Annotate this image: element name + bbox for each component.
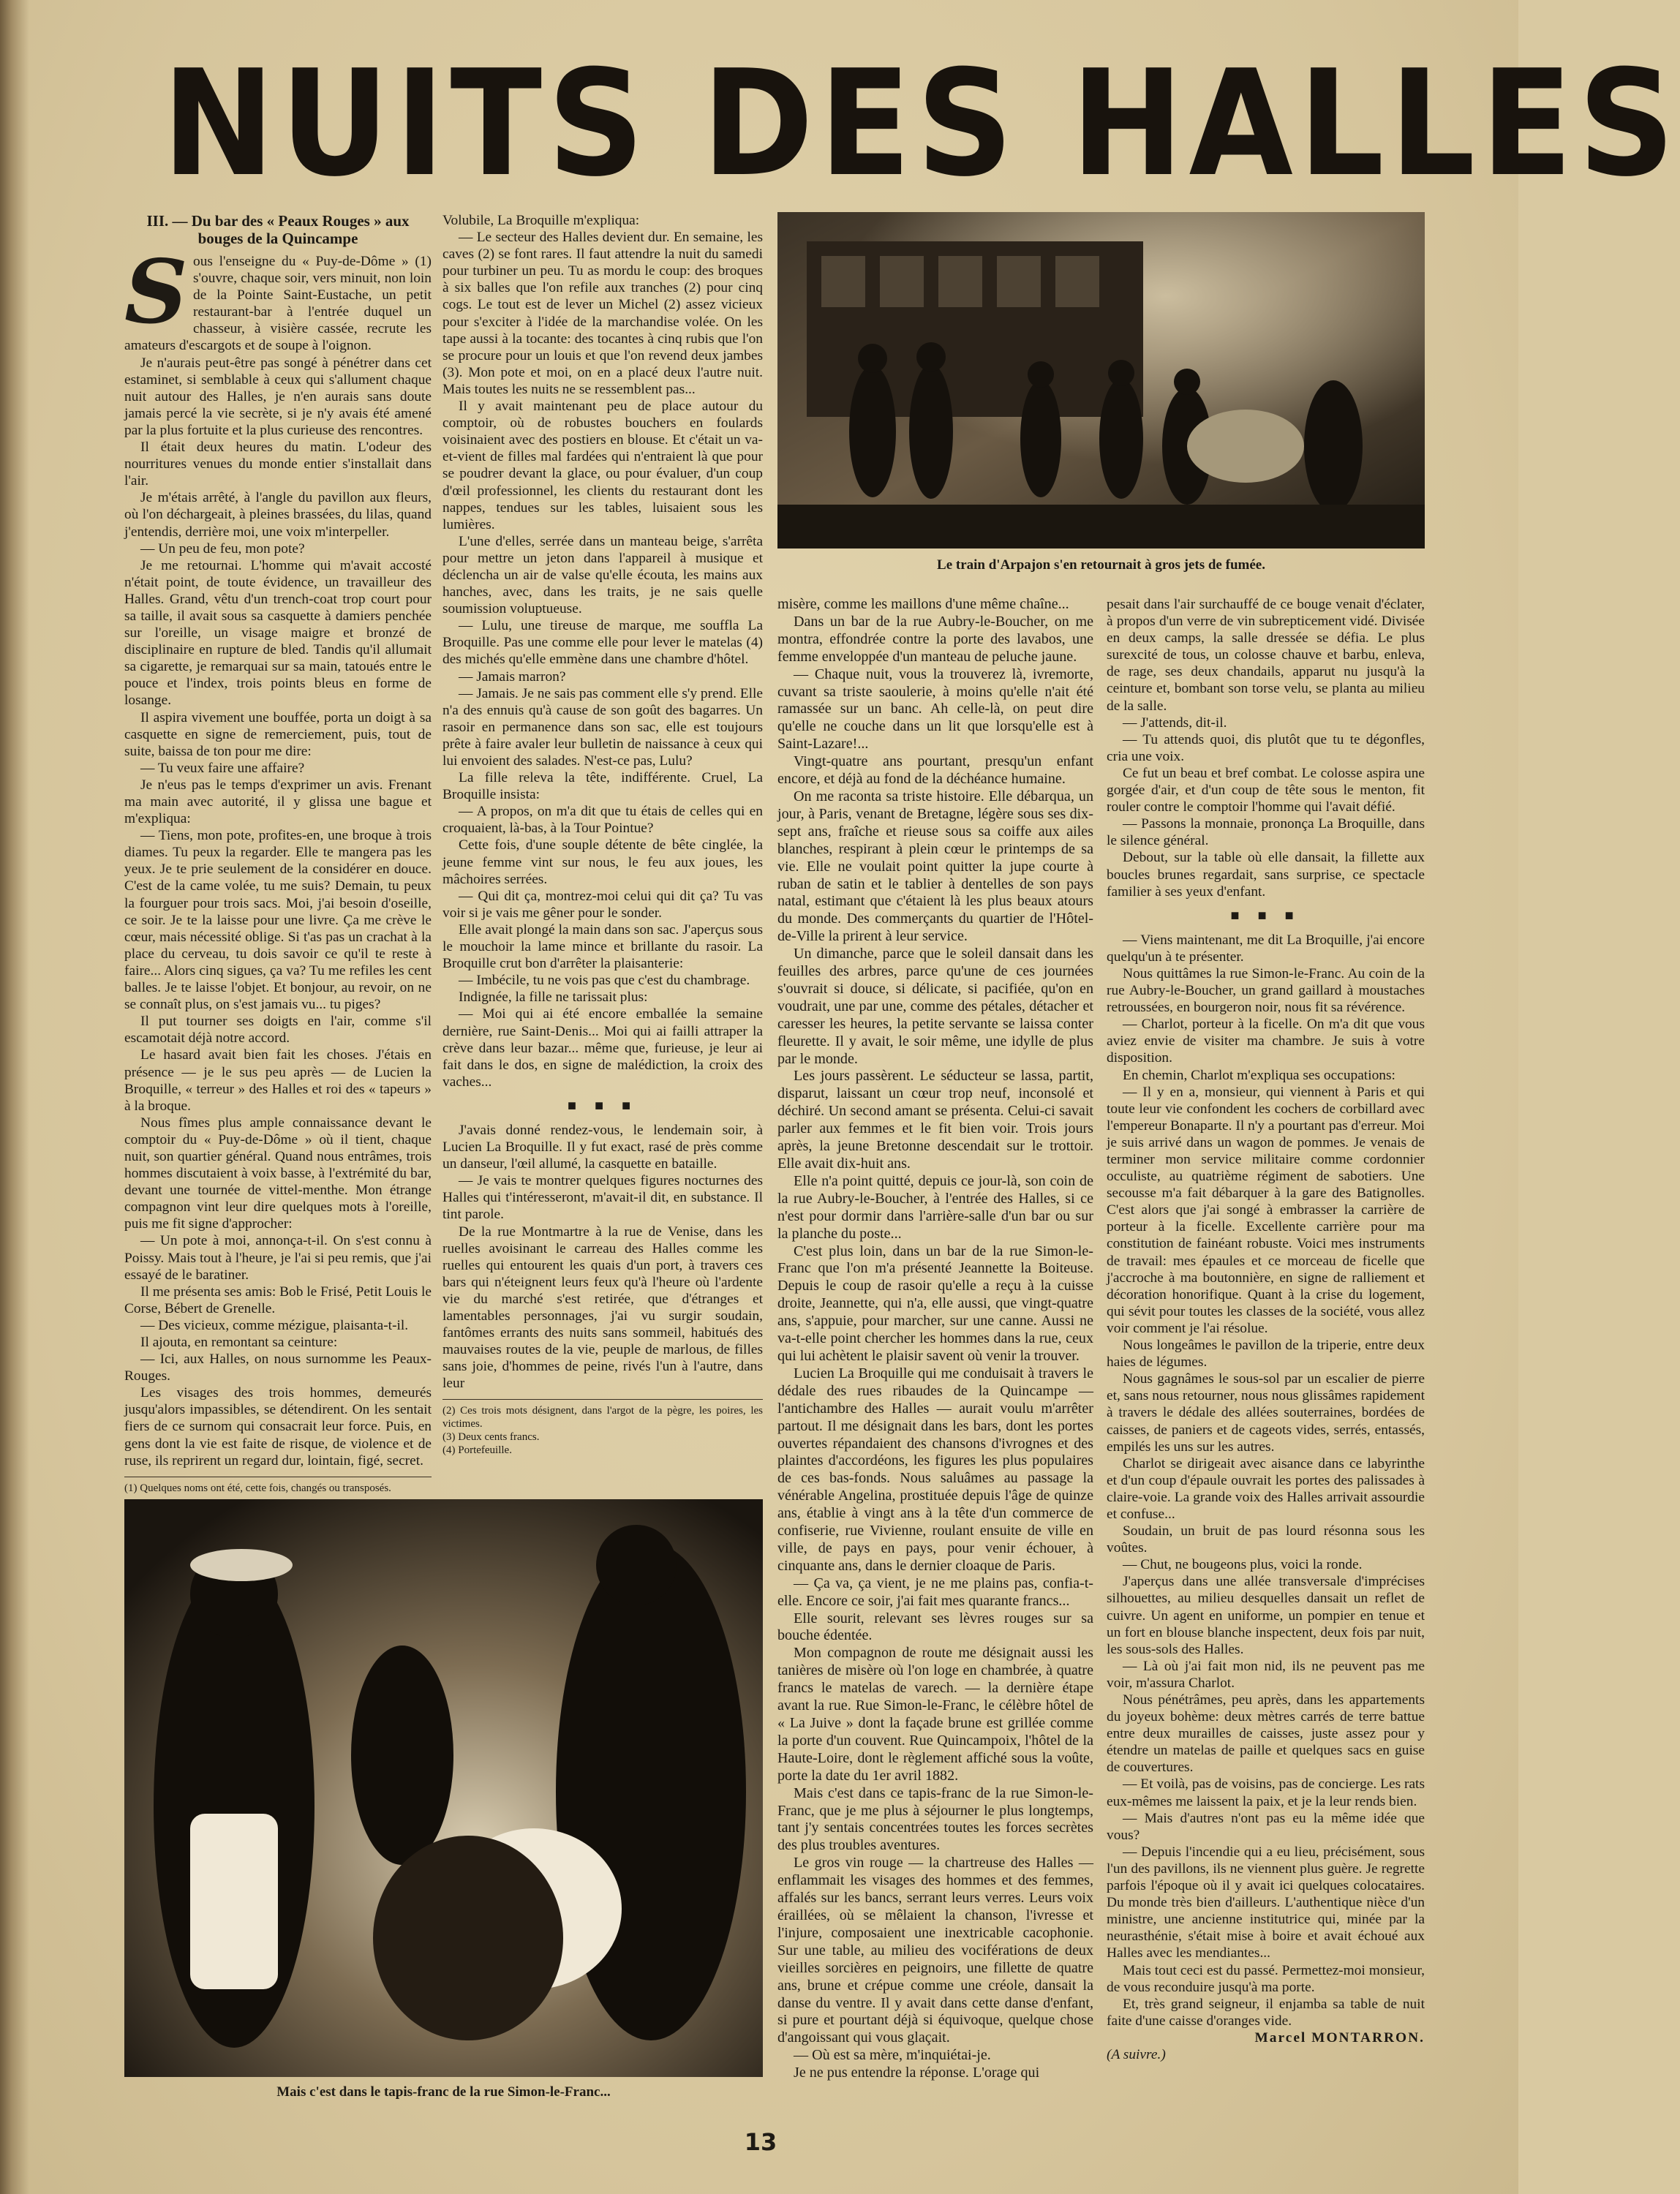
- paragraph: Il y avait maintenant peu de place autour du comptoir, où de robustes bouchers en foulards voisinaient avec des postiers en blouse. Et c'était un va-et-vient de filles mal fardées qui n'entraient là que pour se poudrer devant la glace, ou pour évaluer, d'un coup d'œil professionnel, les clients du restaurant dont les nappes, tendues sur les tables, luisaient sous les lumières.: [442, 399, 763, 532]
- section-separator-2: ■ ■ ■: [1230, 907, 1301, 924]
- footnote: (4) Portefeuille.: [442, 1444, 512, 1457]
- paragraph: Nous pénétrâmes, peu après, dans les appartements du joyeux bohème: deux mètres carrés de terre battue entre deux murailles de caisses, juste assez pour y étendre un matelas de paille et quelques sacs en guise de couvertures.: [1107, 1692, 1425, 1776]
- paragraph: — Moi qui ai été encore emballée la semaine dernière, rue Saint-Denis... Moi qui ai failli attraper la crève dans leur bazar... même que, furieuse, je leur ai fait dans le dos, en signe de malédiction, la croix des vaches...: [442, 1006, 763, 1090]
- paragraph: Mon compagnon de route me désignait aussi les tanières de misère où l'on loge en chambrée, à quatre francs le matelas de varech. — la dernière étape avant la rue. Rue Simon-le-Franc, le célèbre hôtel de « La Juive » dont la façade brune est grillée comme la porte d'un couvent. Rue Quincampoix, l'hôtel de la Haute-Loire, dont le règlement affiché sous la voûte, porte la date du 1er avril 1882.: [777, 1645, 1093, 1784]
- paragraph: Soudain, un bruit de pas lourd résonna sous les voûtes.: [1107, 1523, 1425, 1556]
- article-column-2: [442, 212, 763, 1477]
- paragraph: Il me présenta ses amis: Bob le Frisé, Petit Louis le Corse, Bébert de Grenelle.: [124, 1283, 432, 1316]
- column-2-text-continued: [442, 1122, 763, 1392]
- column-2-text: [442, 212, 763, 1090]
- to-be-continued: (A suivre.): [1107, 2046, 1166, 2062]
- paragraph: Un dimanche, parce que le soleil dansait dans les feuilles des arbres, parce qu'une de ces journées s'ouvrait si douce, si délicate, si pacifiée, qu'on en voudrait, une par une, comme des pétales, détacher et caresser les heures, la petite servante se laissa conter fleurette. Il y avait, le soir même, une idylle de plus par le monde.: [777, 946, 1093, 1067]
- footnote: (2) Ces trois mots désignent, dans l'argot de la pègre, les poires, les victimes.: [442, 1405, 763, 1430]
- paragraph: misère, comme les maillons d'une même chaîne...: [777, 596, 1069, 612]
- article-column-3: [777, 596, 1093, 2103]
- paragraph: — Mais d'autres n'ont pas eu la même idée que vous?: [1107, 1810, 1425, 1843]
- photo-tapis-franc-image: [124, 1499, 763, 2077]
- paragraph: — Ici, aux Halles, on nous surnomme les Peaux-Rouges.: [124, 1352, 432, 1384]
- paragraph: Mais tout ceci est du passé. Permettez-moi monsieur, de vous reconduire jusqu'à ma porte.: [1107, 1962, 1425, 1995]
- paragraph: Il aspira vivement une bouffée, porta un doigt à sa casquette en signe de remerciement, puis, tout de suite, baissa de ton pour me dire:: [124, 709, 432, 759]
- paragraph: — Jamais marron?: [459, 668, 566, 685]
- paragraph: C'est plus loin, dans un bar de la rue Simon-le-Franc que l'on m'a présenté Jeannette la Boiteuse. Depuis le coup de rasoir qu'elle a reçu à la cuisse droite, Jeannette, qui n'a, elle aussi, que vingt-quatre ans, s'appuie, pour marcher, sur une canne. Aussi ne va-t-elle point chercher les hommes dans la rue, ceux qui lui achètent le plaisir savent où venir la trouver.: [777, 1243, 1093, 1364]
- column-1-footnote: [124, 1477, 432, 1495]
- photo-arpajon-train-image: [777, 212, 1425, 548]
- footnote: (3) Deux cents francs.: [442, 1431, 540, 1444]
- paragraph: — Et voilà, pas de voisins, pas de concierge. Les rats eux-mêmes me laissent la paix, et je la leur rends bien.: [1107, 1776, 1425, 1809]
- paragraph: Je n'eus pas le temps d'exprimer un avis. Frenant ma main avec autorité, il y glissa une bague et m'expliqua:: [124, 777, 432, 827]
- paragraph: — Il y en a, monsieur, qui viennent à Paris et qui toute leur vie confondent les cochers de corbillard avec l'empereur Bonaparte. Il n'y a pourtant pas d'erreur. Moi je suis arrivé dans un wagon de pommes. Je venais de terminer mon service militaire comme cordonnier occuliste, au quatrième régiment de sabotiers. Une secousse m'a fait débarquer à la gare des Batignolles. C'est alors que j'ai songé à embrasser la carrière de porteur à la ficelle. Excellente carrière pour ma constitution de fainéant robuste. Voici mes instruments de travail: mes épaules et ce morceau de ficelle que j'accroche à ma boutonnière, en signe de ralliement et décoration honorifique. Quant à la crise du logement, qui sévit pour toutes les classes de la société, vous allez voir comment je l'ai résolue.: [1107, 1084, 1425, 1336]
- paragraph: En chemin, Charlot m'expliqua ses occupations:: [1123, 1067, 1395, 1083]
- photo-top-caption: Le train d'Arpajon s'en retournait à gros jets de fumée.: [937, 557, 1265, 573]
- paragraph: Volubile, La Broquille m'expliqua:: [442, 213, 640, 228]
- photo-tapis-franc: [124, 1499, 763, 2077]
- paragraph: — Où est sa mère, m'inquiétai-je.: [794, 2047, 991, 2064]
- paragraph: Les visages des trois hommes, demeurés jusqu'alors impassibles, se détendirent. On les sentait fiers de ce surnom qui consacrait leur force. Puis, en gens dont la vie est faite de risque, de violence et de ruse, ils reprirent un regard dur, lointain, figé, secret.: [124, 1385, 432, 1469]
- paragraph: Nous gagnâmes le sous-sol par un escalier de pierre et, sans nous retourner, nous nous glissâmes rapidement à travers le dédale des allées souterraines, bordées de caisses, de paniers et de cageots vides, serrés, entassés, empilés les uns sur les autres.: [1107, 1371, 1425, 1455]
- paragraph: Je me retournai. L'homme qui m'avait accosté n'était point, de toute évidence, un travailleur des Halles. Grand, vêtu d'un trench-coat trop court pour sa taille, il avait sous sa casquette à damiers penchée sur l'oreille, un visage maigre et bronzé de disciplinaire en rupture de bled. Tandis qu'il allumait sa cigarette, je remarquai sur sa main, tatoués entre le pouce et l'index, trois points bleus en forme de losange.: [124, 557, 432, 709]
- photo-bottom-caption: Mais c'est dans le tapis-franc de la rue Simon-le-Franc...: [276, 2084, 611, 2100]
- paragraph: — Un peu de feu, mon pote?: [140, 540, 305, 557]
- paragraph: — Un pote à moi, annonça-t-il. On s'est connu à Poissy. Mais tout à l'heure, je l'ai si peu remis, que j'ai essayé de le baratiner.: [124, 1233, 432, 1283]
- page-number: 13: [744, 2128, 777, 2156]
- paragraph: Ce fut un beau et bref combat. Le colosse aspira une gorgée d'air, et d'un coup de tête sous le menton, fit rouler contre le comptoir l'homme qui l'avait défié.: [1107, 765, 1425, 815]
- paragraph: — Chaque nuit, vous la trouverez là, ivremorte, cuvant sa triste saoulerie, à moins qu'elle n'ait été ramassée sur un banc. Ah celle-là, on peut dire qu'elle ne couche dans un lit que lorsqu'elle est à Saint-Lazare!...: [777, 666, 1093, 753]
- paragraph: De la rue Montmartre à la rue de Venise, dans les ruelles avoisinant le carreau des Halles comme les ruelles qui entourent les quais d'un port, à travers ces bars qui n'éteignent leurs feux qu'à l'heure où l'ardente vie du marché s'est retirée, que d'étranges et lamentables personnages, j'ai vu surgir soudain, fantômes errants des nuits sans sommeil, habitués des mauvaises routes de la vie, peuple de marlous, de filles sans joie, d'hommes de peine, rivés l'un à l'autre, dans leur: [442, 1224, 763, 1392]
- paragraph: Le hasard avait bien fait les choses. J'étais en présence — je le sus peu après — de Lucien la Broquille, « terreur » des Halles et roi des « tapeurs » à la broque.: [124, 1047, 432, 1114]
- masthead-title: NUITS DES HALLES: [162, 39, 1680, 209]
- paragraph: On me raconta sa triste histoire. Elle débarqua, un jour, à Paris, venant de Bretagne, légère sous ses dix-sept ans, fraîche et rieuse sous sa coiffe aux ailes blanches, respirant à plein cœur le printemps de sa vie. Elle ne voulait point quitter la jupe courte à ruban de satin et le tablier à dentelles de son pays natal, estimant que c'étaient là les plus beaux atours du monde. Des commerçants du quartier de l'Hôtel-de-Ville la prirent à leur service.: [777, 788, 1093, 945]
- paragraph: — Tu attends quoi, dis plutôt que tu te dégonfles, cria une voix.: [1107, 731, 1425, 764]
- paragraph: Lucien La Broquille qui me conduisait à travers le dédale des rues ribaudes de la Quincampe — l'antichambre des Halles — aurait voulu m'arrêter partout. Il me désignait dans les bars, dont les portes ouvertes répandaient des chansons d'ivrognes et des plaintes d'accordéons, les figures les plus populaires de ces bas-fonds. Nous saluâmes au passage la vénérable Angelina, prostituée depuis l'âge de quinze ans, établie à vingt ans à la tête d'un commerce de confiserie, rue Vivienne, roulant ensuite de ville en ville, de pays en pays, pour venir échouer, à cinquante ans, dans le dernier cloaque de Paris.: [777, 1365, 1093, 1574]
- paragraph: Je m'étais arrêté, à l'angle du pavillon aux fleurs, où l'on déchargeait, à pleines brassées, du lilas, quand j'entendis, derrière moi, une voix m'interpeller.: [124, 490, 432, 540]
- column-4-text-continued: [1107, 932, 1425, 2029]
- paragraph: — Tiens, mon pote, profites-en, une broque à trois diames. Tu peux la regarder. Elle te mangera pas les yeux. Je te prie seulement de la considérer en douce. C'est de la came volée, tu me suis? Demain, tu peux la fourguer pour trois sacs. Moi, j'ai besoin d'oseille, ce soir. Je te la laisse pour une livre. Ça me crève le cœur, mais nécessité oblige. Si t'as pas un crachat à la place du cerveau, tu dois savoir ce qu'il te reste à faire... Alors cinq sigues, ça va? Tu me refiles les cent balles. Je te laisse l'objet. Et bonjour, au revoir, on ne se connaît plus, on s'est jamais vu... tu piges?: [124, 828, 432, 1013]
- paragraph: — Lulu, une tireuse de marque, me souffla La Broquille. Pas une comme elle pour lever le matelas (4) des michés qu'elle emmène dans une chambre d'hôtel.: [442, 618, 763, 668]
- paragraph: Charlot se dirigeait avec aisance dans ce labyrinthe et d'un coup d'épaule ouvrait les portes des palissades à claire-voie. La grande voix des Halles arrivait assourdie et confuse...: [1107, 1455, 1425, 1522]
- paragraph: Mais c'est dans ce tapis-franc de la rue Simon-le-Franc, que je me plus à séjourner le plus longtemps, tant j'y sentais concentrées toutes les forces secrètes des plus troubles aventures.: [777, 1784, 1093, 1854]
- article-column-1: [124, 212, 432, 1521]
- paragraph: Et, très grand seigneur, il enjamba sa table de nuit faite d'une caisse d'oranges vide.: [1107, 1996, 1425, 2029]
- paragraph: — Chut, ne bougeons plus, voici la ronde.: [1123, 1557, 1363, 1573]
- paragraph: — Viens maintenant, me dit La Broquille, j'ai encore quelqu'un à te présenter.: [1107, 932, 1425, 965]
- paragraph: — Passons la monnaie, prononça La Broquille, dans le silence général.: [1107, 816, 1425, 849]
- paragraph: Cette fois, d'une souple détente de bête cinglée, la jeune femme vint sur nous, le feu aux joues, les mâchoires serrées.: [442, 837, 763, 887]
- paragraph: — Tu veux faire une affaire?: [140, 760, 305, 776]
- paragraph: — Depuis l'incendie qui a eu lieu, précisément, sous l'un des pavillons, ils ne viennent plus guère. Je regrette parfois l'époque où il y avait ici quelques colocataires. Du monde très bien d'ailleurs. L'authentique nièce d'un ministre, une ancienne institutrice qui, minée par la neurasthénie, s'était mise à boire et avait échoué aux Halles avec les mendiantes...: [1107, 1844, 1425, 1961]
- paragraph: L'une d'elles, serrée dans un manteau beige, s'arrêta pour mettre un jeton dans l'appareil à musique et déclencha un air de valse qu'elle écouta, les mains aux hanches, avec, dans les traits, je ne sais quelle soumission voluptueuse.: [442, 533, 763, 617]
- paragraph: — J'attends, dit-il.: [1123, 715, 1227, 731]
- paragraph: J'avais donné rendez-vous, le lendemain soir, à Lucien La Broquille. Il y fut exact, rasé de près comme un danseur, l'œil allumé, la casquette en bataille.: [442, 1122, 763, 1172]
- paragraph: — Des vicieux, comme mézigue, plaisanta-t-il.: [140, 1317, 409, 1333]
- paragraph: — Ça va, ça vient, je ne me plains pas, confia-t-elle. Encore ce soir, j'ai fait mes quarante francs...: [777, 1575, 1093, 1609]
- paragraph: Je ne pus entendre la réponse. L'orage qui: [794, 2065, 1040, 2081]
- paragraph: Nous quittâmes la rue Simon-le-Franc. Au coin de la rue Aubry-le-Boucher, un grand gaillard à moustaches retroussées, en bourgeron noir, nous fit sa révérence.: [1107, 965, 1425, 1016]
- article-column-4: [1107, 596, 1425, 2103]
- paragraph: — Le secteur des Halles devient dur. En semaine, les caves (2) se font rares. Il faut attendre la nuit du samedi pour turbiner un peu. Tu as mordu le coup: des broques à six balles que l'on refile aux tranches (2) pour cinq cogs. Le tout est de lever un Michel (2) assez vicieux pour s'exciter à l'idée de la marchandise volée. On les tape aussi à la tocante: des tocantes à cinq rubis que l'on se procure pour un louis et que l'on revend deux jambes (3). Mon pote et moi, on en a placé deux l'autre nuit. Mais toutes les nuits ne se ressemblent pas...: [442, 230, 763, 397]
- paragraph: Il ajouta, en remontant sa ceinture:: [140, 1335, 338, 1350]
- paragraph: — Là où j'ai fait mon nid, ils ne peuvent pas me voir, m'assura Charlot.: [1107, 1658, 1425, 1691]
- paragraph: Les jours passèrent. Le séducteur se lassa, partit, disparut, laissant un cœur trop neuf, inconsolé et déchiré. Un second amant se présenta. Celui-ci savait parler aux femmes et le fit bien voir. Trois jours après, la jeune Bretonne descendait sur le trottoir. Elle avait dix-huit ans.: [777, 1068, 1093, 1172]
- paragraph: La fille releva la tête, indifférente. Cruel, La Broquille insista:: [442, 770, 763, 803]
- paragraph: J'aperçus dans une allée transversale d'imprécises silhouettes, au milieu desquelles dansait un reflet de cuivre. Un agent en uniforme, un pompier en tenue et un fort en blouse blanche inspectent, deux fois par nuit, les sous-sols des Halles.: [1107, 1574, 1425, 1657]
- author-signature: Marcel MONTARRON.: [1254, 2029, 1425, 2046]
- paragraph: Vingt-quatre ans pourtant, presqu'un enfant encore, et déjà au fond de la déchéance humaine.: [777, 753, 1093, 788]
- column-2-footnotes: [442, 1399, 763, 1457]
- paragraph: — Jamais. Je ne sais pas comment elle s'y prend. Elle n'a des ennuis qu'à cause de son goût des bagarres. Un rasoir en permanence dans son sac, elle est toujours prête à faire avaler leur bulletin de naissance à ceux qui lui envoient des salades. N'est-ce pas, Lulu?: [442, 685, 763, 769]
- paragraph: — Qui dit ça, montrez-moi celui qui dit ça? Tu vas voir si je vais me gêner pour le sonder.: [442, 888, 763, 921]
- paragraph: Nous fîmes plus ample connaissance devant le comptoir du « Puy-de-Dôme » où il tient, chaque nuit, son quartier général. Quand nous entrâmes, trois hommes discutaient à voix basse, à l'extrémité du bar, devant une tournée de vittel-menthe. Mon étrange compagnon vint leur dire quelques mots à l'oreille, puis me fit signe d'approcher:: [124, 1115, 432, 1232]
- paragraph: Le gros vin rouge — la chartreuse des Halles — enflammait les visages des hommes et des femmes, affalés sur les bancs, serrant leurs verres. Leurs voix éraillées, où se mêlaient la chanson, l'ivresse et l'injure, composaient une inextricable cacophonie. Sur une table, au milieu des vociférations de deux vieilles sorcières en peignoirs, une fillette de quatre ans, brune et crépue comme une créole, dansait la danse du ventre. Il y avait dans cette danse d'enfant, si pure et pourtant déjà si équivoque, quelque chose d'angoissant qui vous glaçait.: [777, 1855, 1093, 2046]
- paragraph: Il était deux heures du matin. L'odeur des nourritures venues du monde entier s'installait dans l'air.: [124, 440, 432, 489]
- paragraph: Elle n'a point quitté, depuis ce jour-là, son coin de la rue Aubry-le-Boucher, à l'entrée des Halles, si ce n'est pour dormir dans l'arrière-salle d'un bar ou sur la planche du poste...: [777, 1172, 1093, 1242]
- photo-arpajon-train: [777, 212, 1425, 548]
- dropcap-letter: S: [124, 241, 188, 344]
- paragraph: Debout, sur la table où elle dansait, la fillette aux boucles brunes regardait, sans surprise, ce spectacle familier à ses yeux d'enfant.: [1107, 850, 1425, 900]
- section-separator: ■ ■ ■: [567, 1097, 639, 1114]
- footnote-1: (1) Quelques noms ont été, cette fois, changés ou transposés.: [124, 1482, 391, 1494]
- paragraph: Il put tourner ses doigts en l'air, comme s'il escamotait déjà notre accord.: [124, 1014, 432, 1047]
- paragraph: — Imbécile, tu ne vois pas que c'est du chambrage.: [459, 973, 750, 989]
- section-heading: III. — Du bar des « Peaux Rouges » aux bouges de la Quincampe: [146, 212, 410, 247]
- paragraph: pesait dans l'air surchauffé de ce bouge venait d'éclater, à propos d'un verre de vin subrepticement vidé. Divisée en deux camps, la salle dressée se défia. Le plus surexcité de tous, un colosse chauve et barbu, enleva, de rage, ses deux chandails, apparut nu jusqu'à la ceinture et, bombant son torse velu, se planta au milieu de la salle.: [1107, 597, 1425, 714]
- paragraph: Elle avait plongé la main dans son sac. J'aperçus sous le mouchoir la lame mince et brillante du rasoir. La Broquille crut bon d'arrêter la plaisanterie:: [442, 921, 763, 972]
- paragraph: ous l'enseigne du « Puy-de-Dôme » (1) s'ouvre, chaque soir, vers minuit, non loin de la Pointe Saint-Eustache, un petit restaurant-bar à l'entrée duquel un chasseur, à visière cassée, recrute les amateurs d'escargots et de soupe à l'oignon.: [124, 254, 432, 354]
- paragraph: Indignée, la fille ne tarissait plus:: [459, 989, 648, 1006]
- binding-shadow: [0, 0, 29, 2194]
- paragraph: — A propos, on m'a dit que tu étais de celles qui en croquaient, là-bas, à la Tour Pointue?: [442, 804, 763, 837]
- column-3-text: [777, 596, 1093, 2082]
- column-1-text: [124, 241, 432, 1469]
- paragraph: Elle sourit, relevant ses lèvres rouges sur sa bouche édentée.: [777, 1610, 1093, 1644]
- paragraph: — Je vais te montrer quelques figures nocturnes des Halles qui t'intéresseront, m'avait-il dit, en substance. Il tint parole.: [442, 1173, 763, 1223]
- column-4-text: [1107, 596, 1425, 900]
- paragraph: Dans un bar de la rue Aubry-le-Boucher, on me montra, effondrée contre la porte des lavabos, une femme enveloppée d'un manteau de peluche jaune.: [777, 613, 1093, 665]
- paragraph: Nous longeâmes le pavillon de la triperie, entre deux haies de légumes.: [1107, 1338, 1425, 1371]
- paragraph: — Charlot, porteur à la ficelle. On m'a dit que vous aviez envie de visiter ma chambre. Je suis à votre disposition.: [1107, 1017, 1425, 1066]
- paragraph: Je n'aurais peut-être pas songé à pénétrer dans cet estaminet, si semblable à ceux qui s'allument chaque nuit autour des Halles, je n'en aurais sans doute jamais percé la vie secrète, si je n'y avais été amené par la plus fortuite et la plus curieuse des rencontres.: [124, 355, 432, 438]
